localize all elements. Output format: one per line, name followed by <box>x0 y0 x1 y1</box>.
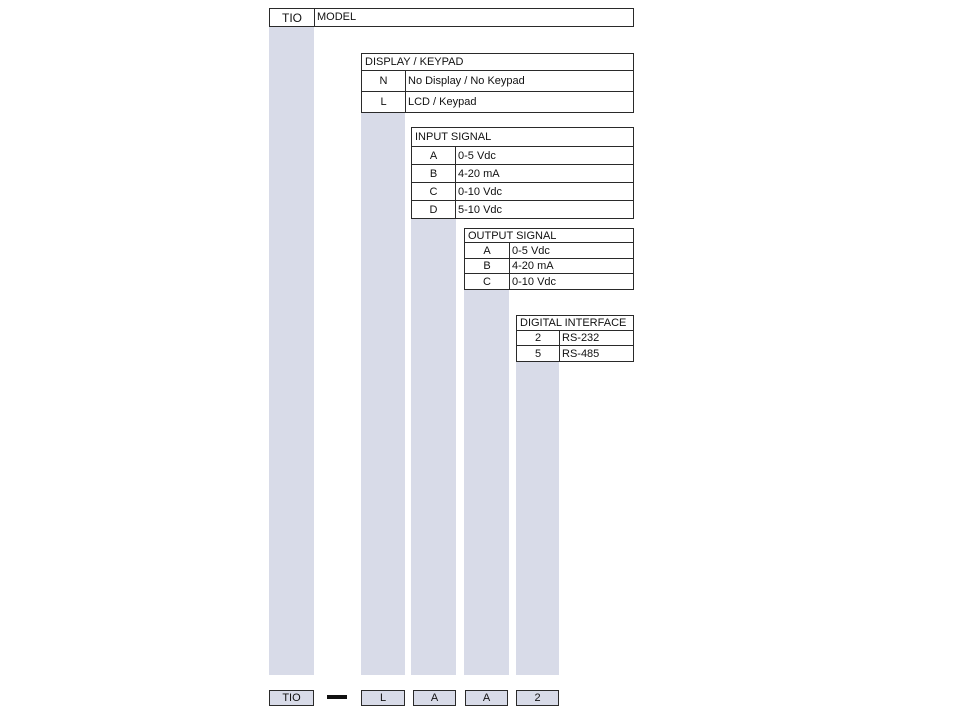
digital-interface-section <box>516 315 634 362</box>
display-keypad-title: DISPLAY / KEYPAD <box>361 53 634 71</box>
model-prefix: TIO <box>270 9 315 26</box>
input-option-code: D <box>412 201 456 218</box>
input-option-code: B <box>412 165 456 182</box>
input-option-desc: 0-5 Vdc <box>458 149 496 162</box>
display-option-desc: LCD / Keypad <box>408 96 477 108</box>
input-option-row <box>411 201 634 219</box>
input-signal-section <box>411 127 634 219</box>
input-option-row <box>411 165 634 183</box>
input-option-desc: 0-10 Vdc <box>458 185 503 198</box>
display-option-desc: No Display / No Keypad <box>408 75 525 87</box>
interface-option-desc: RS-485 <box>562 347 600 360</box>
example-prefix: TIO <box>269 690 314 706</box>
input-option-desc: 4-20 mA <box>458 167 500 180</box>
output-option-code: B <box>465 259 510 273</box>
interface-option-row <box>516 346 634 362</box>
example-interface-code: 2 <box>516 690 559 706</box>
interface-column <box>516 362 559 675</box>
digital-interface-title: DIGITAL INTERFACE <box>516 315 634 331</box>
display-column <box>361 113 405 675</box>
output-option-row <box>464 259 634 274</box>
example-input-code: A <box>413 690 456 706</box>
display-option-row <box>361 71 634 92</box>
output-option-row <box>464 243 634 259</box>
output-option-desc: 4-20 mA <box>512 260 554 272</box>
output-signal-section <box>464 228 634 290</box>
display-keypad-section <box>361 53 634 113</box>
input-signal-title: INPUT SIGNAL <box>411 127 634 147</box>
example-display-code: L <box>361 690 405 706</box>
interface-option-desc: RS-232 <box>562 332 600 344</box>
display-option-code: N <box>362 71 406 91</box>
output-option-code: C <box>465 274 510 289</box>
model-label: MODEL <box>317 11 357 23</box>
output-option-code: A <box>465 243 510 258</box>
interface-option-code: 5 <box>517 346 560 361</box>
interface-option-code: 2 <box>517 331 560 345</box>
prefix-column <box>269 27 314 675</box>
output-option-desc: 0-10 Vdc <box>512 275 557 288</box>
input-option-code: C <box>412 183 456 200</box>
output-signal-title: OUTPUT SIGNAL <box>464 228 634 243</box>
input-option-desc: 5-10 Vdc <box>458 203 503 216</box>
model-header <box>269 8 634 27</box>
interface-option-row <box>516 331 634 346</box>
display-option-row <box>361 92 634 113</box>
output-option-row <box>464 274 634 290</box>
input-column <box>411 219 456 675</box>
output-option-desc: 0-5 Vdc <box>512 244 550 257</box>
input-option-row <box>411 183 634 201</box>
example-output-code: A <box>465 690 508 706</box>
separator-dash <box>327 695 347 699</box>
input-option-row <box>411 147 634 165</box>
display-option-code: L <box>362 92 406 112</box>
output-column <box>464 290 509 675</box>
input-option-code: A <box>412 147 456 164</box>
